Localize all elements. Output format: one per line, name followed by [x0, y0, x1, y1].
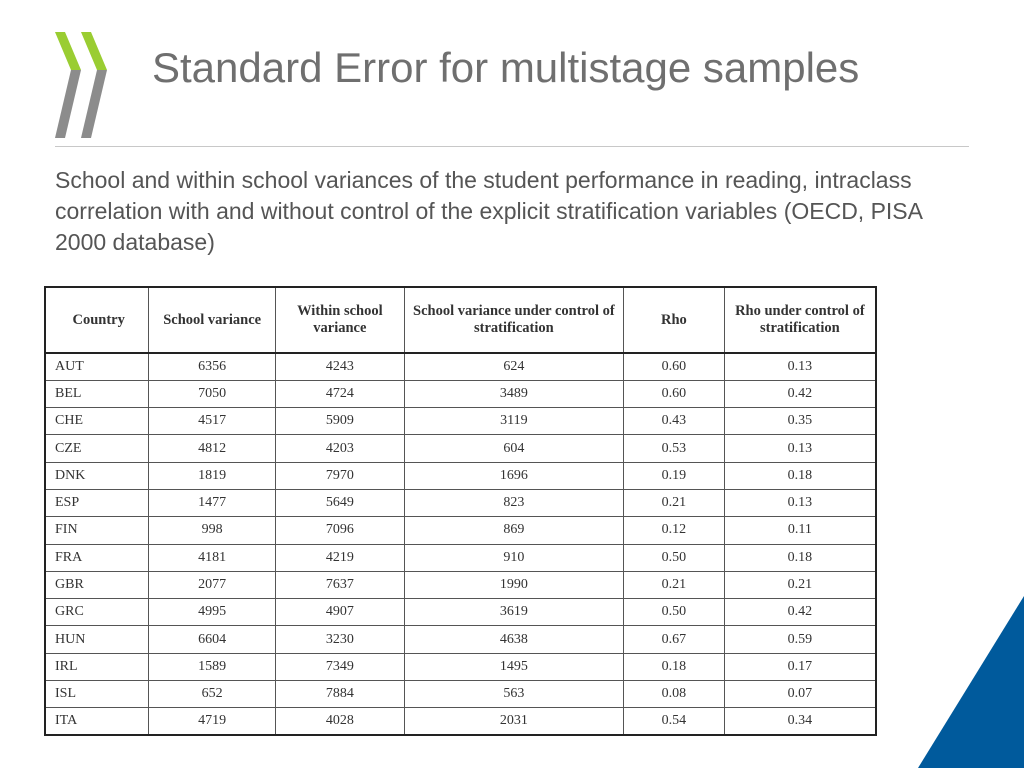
cell-country: CZE [45, 435, 149, 462]
cell-rho: 0.53 [624, 435, 725, 462]
cell-rho: 0.54 [624, 708, 725, 735]
cell-country: GBR [45, 571, 149, 598]
table-row [45, 380, 876, 407]
cell-within-variance: 4219 [276, 544, 405, 571]
slide-title: Standard Error for multistage samples [152, 44, 860, 91]
header-school-variance-stratification: School variance under control of stratification [404, 287, 623, 353]
cell-school-variance: 4181 [149, 544, 276, 571]
table-row [45, 489, 876, 516]
cell-within-variance: 7096 [276, 517, 405, 544]
header-rho: Rho [624, 287, 725, 353]
logo-chevron-right-grey [81, 70, 107, 138]
cell-within-variance: 3230 [276, 626, 405, 653]
cell-rho-strat: 0.34 [724, 708, 876, 735]
cell-rho: 0.60 [624, 353, 725, 380]
cell-school-variance-strat: 3619 [404, 599, 623, 626]
cell-school-variance-strat: 604 [404, 435, 623, 462]
cell-school-variance: 7050 [149, 380, 276, 407]
cell-school-variance-strat: 1696 [404, 462, 623, 489]
cell-within-variance: 4724 [276, 380, 405, 407]
variance-table [44, 286, 877, 736]
cell-country: FRA [45, 544, 149, 571]
cell-school-variance-strat: 3489 [404, 380, 623, 407]
cell-country: ITA [45, 708, 149, 735]
cell-rho: 0.18 [624, 653, 725, 680]
table-row [45, 626, 876, 653]
cell-country: IRL [45, 653, 149, 680]
logo-chevron-left-grey [55, 70, 81, 138]
cell-school-variance-strat: 563 [404, 681, 623, 708]
cell-rho-strat: 0.17 [724, 653, 876, 680]
cell-rho-strat: 0.13 [724, 489, 876, 516]
table-row [45, 653, 876, 680]
cell-school-variance: 652 [149, 681, 276, 708]
header-school-variance: School variance [149, 287, 276, 353]
cell-country: AUT [45, 353, 149, 380]
cell-country: GRC [45, 599, 149, 626]
cell-rho-strat: 0.18 [724, 544, 876, 571]
cell-country: ESP [45, 489, 149, 516]
header-country: Country [45, 287, 149, 353]
cell-school-variance-strat: 869 [404, 517, 623, 544]
cell-country: ISL [45, 681, 149, 708]
cell-within-variance: 4243 [276, 353, 405, 380]
table-header-row [45, 287, 876, 353]
cell-rho-strat: 0.59 [724, 626, 876, 653]
cell-rho: 0.50 [624, 544, 725, 571]
cell-rho: 0.12 [624, 517, 725, 544]
cell-within-variance: 7970 [276, 462, 405, 489]
corner-accent-shape [918, 596, 1024, 768]
cell-country: HUN [45, 626, 149, 653]
cell-rho: 0.19 [624, 462, 725, 489]
table-row [45, 544, 876, 571]
cell-within-variance: 4203 [276, 435, 405, 462]
cell-school-variance-strat: 1495 [404, 653, 623, 680]
table-row [45, 408, 876, 435]
cell-within-variance: 7884 [276, 681, 405, 708]
cell-rho-strat: 0.13 [724, 435, 876, 462]
cell-school-variance: 4812 [149, 435, 276, 462]
table-row [45, 571, 876, 598]
table-row [45, 599, 876, 626]
cell-within-variance: 4907 [276, 599, 405, 626]
cell-rho: 0.60 [624, 380, 725, 407]
cell-school-variance: 4517 [149, 408, 276, 435]
cell-school-variance-strat: 624 [404, 353, 623, 380]
cell-school-variance-strat: 3119 [404, 408, 623, 435]
variance-table-container [44, 286, 877, 736]
cell-school-variance-strat: 4638 [404, 626, 623, 653]
cell-rho: 0.50 [624, 599, 725, 626]
table-row [45, 353, 876, 380]
cell-school-variance-strat: 910 [404, 544, 623, 571]
cell-rho-strat: 0.42 [724, 599, 876, 626]
cell-school-variance: 6356 [149, 353, 276, 380]
table-row [45, 708, 876, 735]
cell-rho-strat: 0.35 [724, 408, 876, 435]
cell-rho-strat: 0.42 [724, 380, 876, 407]
cell-school-variance: 4719 [149, 708, 276, 735]
cell-country: CHE [45, 408, 149, 435]
cell-school-variance: 4995 [149, 599, 276, 626]
title-divider [55, 146, 969, 147]
cell-school-variance: 1477 [149, 489, 276, 516]
logo-chevron-left-green [55, 32, 81, 70]
cell-rho-strat: 0.07 [724, 681, 876, 708]
cell-country: DNK [45, 462, 149, 489]
cell-rho-strat: 0.21 [724, 571, 876, 598]
cell-rho: 0.21 [624, 571, 725, 598]
cell-within-variance: 7637 [276, 571, 405, 598]
header-rho-stratification: Rho under control of stratification [724, 287, 876, 353]
header-within-school-variance: Within school variance [276, 287, 405, 353]
cell-country: FIN [45, 517, 149, 544]
cell-school-variance: 6604 [149, 626, 276, 653]
cell-rho-strat: 0.13 [724, 353, 876, 380]
slide-subtitle: School and within school variances of the student performance in reading, intraclass correlation with and without control of the explicit stratification variables (OECD, PISA 2000 database) [55, 167, 922, 255]
cell-school-variance: 1819 [149, 462, 276, 489]
table-row [45, 517, 876, 544]
cell-within-variance: 4028 [276, 708, 405, 735]
cell-school-variance: 1589 [149, 653, 276, 680]
cell-rho: 0.43 [624, 408, 725, 435]
cell-school-variance-strat: 1990 [404, 571, 623, 598]
cell-within-variance: 7349 [276, 653, 405, 680]
cell-rho: 0.67 [624, 626, 725, 653]
cell-school-variance: 2077 [149, 571, 276, 598]
logo-chevron-right-green [81, 32, 107, 70]
cell-school-variance-strat: 2031 [404, 708, 623, 735]
cell-rho-strat: 0.11 [724, 517, 876, 544]
cell-school-variance: 998 [149, 517, 276, 544]
cell-rho: 0.08 [624, 681, 725, 708]
cell-school-variance-strat: 823 [404, 489, 623, 516]
cell-country: BEL [45, 380, 149, 407]
cell-rho: 0.21 [624, 489, 725, 516]
table-row [45, 435, 876, 462]
cell-within-variance: 5649 [276, 489, 405, 516]
oecd-logo-icon [55, 32, 111, 140]
table-row [45, 681, 876, 708]
cell-within-variance: 5909 [276, 408, 405, 435]
cell-rho-strat: 0.18 [724, 462, 876, 489]
table-row [45, 462, 876, 489]
